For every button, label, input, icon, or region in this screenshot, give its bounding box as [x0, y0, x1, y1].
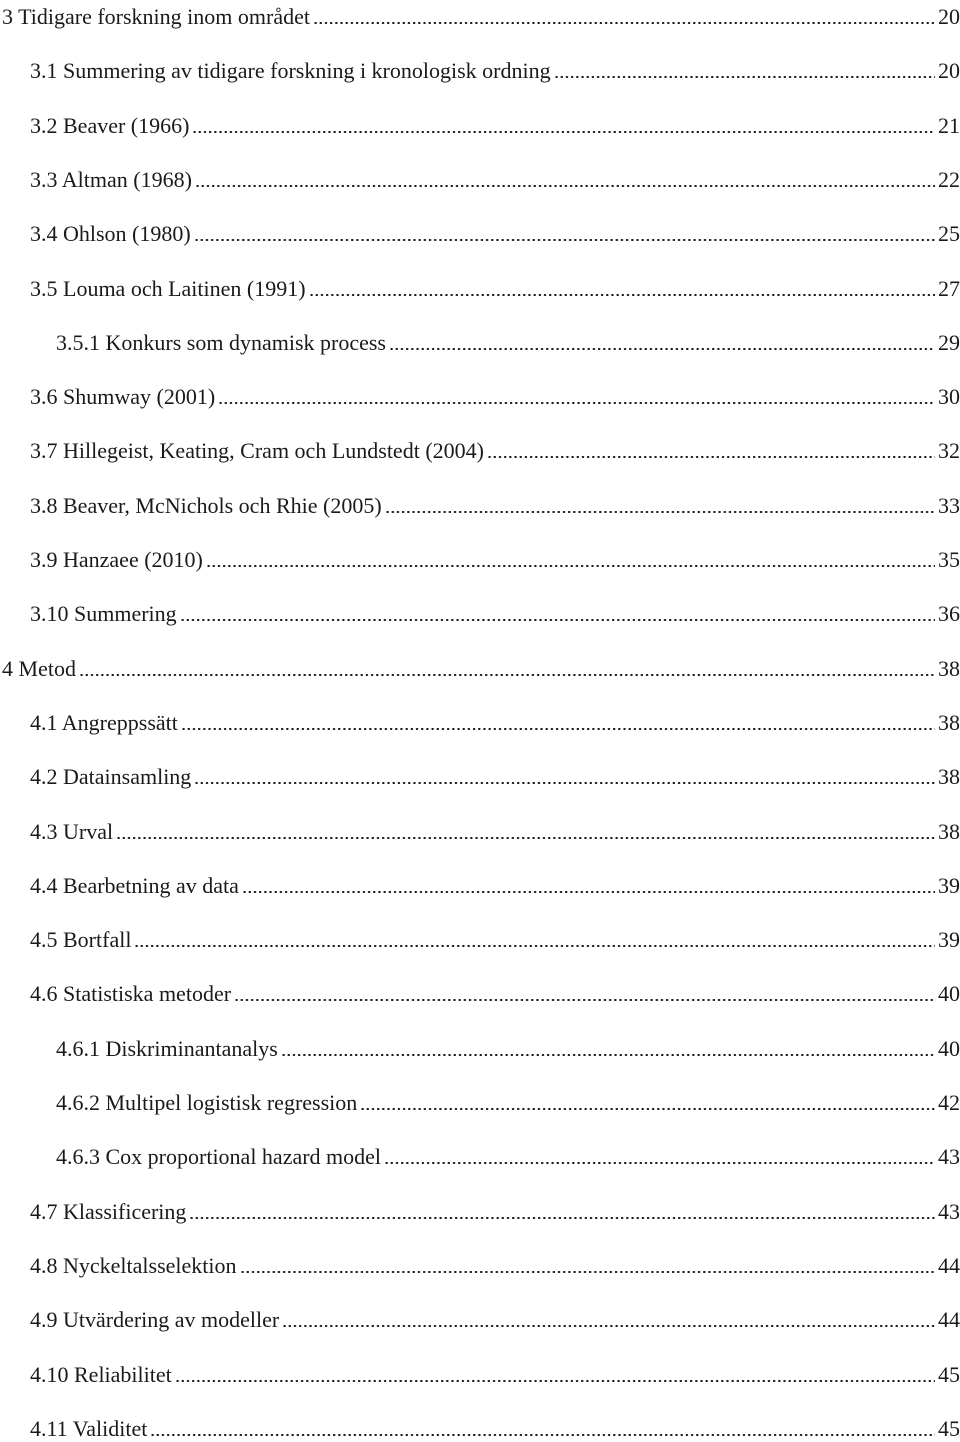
toc-entry-title[interactable]: 4.6.3 Cox proportional hazard model: [56, 1144, 382, 1170]
toc-entry-title[interactable]: 4.2 Datainsamling: [30, 764, 192, 790]
dot-leader: [181, 728, 935, 730]
toc-entry[interactable]: [56, 1032, 960, 1062]
toc-entry-title[interactable]: 3 Tidigare forskning inom området: [2, 4, 310, 29]
toc-entry-page-number[interactable]: 22: [938, 166, 960, 192]
toc-entry-title[interactable]: 4 Metod: [2, 655, 76, 681]
dot-leader: [389, 348, 935, 350]
toc-entry-title[interactable]: 4.6 Statistiska metoder: [30, 981, 232, 1007]
dot-leader: [194, 239, 935, 241]
toc-entry-title[interactable]: 4.6.1 Diskriminantanalys: [56, 1035, 278, 1061]
toc-entry-page-number[interactable]: 39: [938, 927, 960, 953]
dot-leader: [189, 1217, 935, 1219]
toc-entry-title[interactable]: 4.7 Klassificering: [30, 1198, 187, 1224]
toc-entry[interactable]: [30, 815, 960, 845]
dot-leader: [281, 1054, 935, 1056]
dot-leader: [218, 402, 935, 404]
dot-leader: [195, 185, 935, 187]
toc-entry[interactable]: [30, 1358, 960, 1388]
dot-leader: [240, 1271, 935, 1273]
toc-entry[interactable]: [30, 543, 960, 573]
toc-entry-title[interactable]: 3.4 Ohlson (1980): [30, 221, 191, 247]
dot-leader: [313, 22, 935, 24]
toc-entry[interactable]: [30, 923, 960, 953]
dot-leader: [150, 1434, 935, 1436]
toc-entry-title[interactable]: 3.5.1 Konkurs som dynamisk process: [56, 329, 386, 355]
toc-entry-page-number[interactable]: 36: [938, 601, 960, 627]
toc-entry-title[interactable]: 3.8 Beaver, McNichols och Rhie (2005): [30, 492, 382, 518]
toc-entry-title[interactable]: 3.10 Summering: [30, 601, 177, 627]
dot-leader: [242, 891, 935, 893]
toc-entry[interactable]: [30, 54, 960, 84]
toc-entry-title[interactable]: 3.7 Hillegeist, Keating, Cram och Lundstedt (2004): [30, 438, 484, 464]
toc-entry[interactable]: [30, 109, 960, 139]
toc-entry-title[interactable]: 4.6.2 Multipel logistisk regression: [56, 1090, 358, 1115]
toc-entry-page-number[interactable]: 38: [938, 655, 960, 681]
dot-leader: [206, 565, 935, 567]
dot-leader: [192, 131, 935, 133]
dot-leader: [79, 674, 935, 676]
toc-entry[interactable]: [30, 760, 960, 790]
dot-leader: [487, 456, 935, 458]
dot-leader: [134, 945, 935, 947]
dot-leader: [360, 1108, 935, 1110]
toc-entry-title[interactable]: 3.3 Altman (1968): [30, 166, 192, 192]
dot-leader: [385, 511, 935, 513]
dot-leader: [384, 1162, 935, 1164]
toc-entry-page-number[interactable]: 45: [938, 1415, 960, 1441]
toc-entry-title[interactable]: 3.1 Summering av tidigare forskning i kronologisk ordning: [30, 58, 551, 84]
toc-entry-page-number[interactable]: 29: [938, 329, 960, 355]
toc-entry-title[interactable]: 4.11 Validitet: [30, 1415, 148, 1441]
toc-entry[interactable]: [30, 489, 960, 519]
toc-entry-page-number[interactable]: 21: [938, 112, 960, 138]
toc-entry-page-number[interactable]: 39: [938, 872, 960, 898]
toc-entry-page-number[interactable]: 27: [938, 275, 960, 301]
dot-leader: [175, 1380, 935, 1382]
toc-entry[interactable]: [2, 652, 960, 682]
toc-entry-page-number[interactable]: 45: [938, 1361, 960, 1387]
toc-entry-title[interactable]: 3.2 Beaver (1966): [30, 112, 190, 138]
toc-entry[interactable]: [2, 0, 960, 30]
toc-entry-page-number[interactable]: 44: [938, 1252, 960, 1278]
toc-entry-title[interactable]: 3.5 Louma och Laitinen (1991): [30, 275, 306, 301]
toc-entry-title[interactable]: 4.3 Urval: [30, 818, 114, 844]
toc-entry[interactable]: [30, 1195, 960, 1225]
dot-leader: [194, 782, 935, 784]
toc-entry[interactable]: [30, 597, 960, 627]
toc-entry[interactable]: [30, 1303, 960, 1333]
toc-entry-page-number[interactable]: 33: [938, 492, 960, 518]
toc-entry-page-number[interactable]: 40: [938, 981, 960, 1007]
toc-entry[interactable]: [30, 977, 960, 1007]
toc-entry-page-number[interactable]: 40: [938, 1035, 960, 1061]
toc-entry-page-number[interactable]: 20: [938, 58, 960, 84]
toc-entry-title[interactable]: 4.5 Bortfall: [30, 927, 132, 953]
toc-entry-page-number[interactable]: 38: [938, 818, 960, 844]
toc-entry[interactable]: [30, 163, 960, 193]
dot-leader: [554, 76, 935, 78]
toc-entry-page-number[interactable]: 38: [938, 764, 960, 790]
toc-entry[interactable]: [56, 1140, 960, 1170]
toc-entry-page-number[interactable]: 32: [938, 438, 960, 464]
toc-entry-page-number[interactable]: 35: [938, 547, 960, 572]
toc-entry-page-number[interactable]: 42: [938, 1090, 960, 1115]
toc-entry-page-number[interactable]: 30: [938, 384, 960, 410]
toc-entry-page-number[interactable]: 43: [938, 1144, 960, 1170]
toc-entry-page-number[interactable]: 38: [938, 709, 960, 735]
toc-entry[interactable]: [30, 1412, 960, 1442]
toc-entry-title[interactable]: 3.6 Shumway (2001): [30, 384, 216, 410]
dot-leader: [116, 837, 935, 839]
toc-entry-page-number[interactable]: 20: [938, 4, 960, 29]
toc-entry-title[interactable]: 4.4 Bearbetning av data: [30, 872, 239, 898]
toc-entry[interactable]: [30, 1249, 960, 1279]
dot-leader: [309, 294, 935, 296]
toc-entry-title[interactable]: 3.9 Hanzaee (2010): [30, 547, 203, 572]
toc-entry-page-number[interactable]: 43: [938, 1198, 960, 1224]
toc-entry-title[interactable]: 4.9 Utvärdering av modeller: [30, 1307, 280, 1333]
toc-entry-title[interactable]: 4.10 Reliabilitet: [30, 1361, 172, 1387]
toc-entry[interactable]: [30, 217, 960, 247]
toc-entry[interactable]: [30, 380, 960, 410]
dot-leader: [180, 619, 935, 621]
toc-entry[interactable]: [56, 1086, 960, 1116]
toc-entry-page-number[interactable]: 44: [938, 1307, 960, 1333]
toc-entry[interactable]: [30, 272, 960, 302]
toc-entry-title[interactable]: 4.8 Nyckeltalsselektion: [30, 1252, 237, 1278]
toc-entry[interactable]: [30, 869, 960, 899]
dot-leader: [282, 1325, 935, 1327]
toc-entry-title[interactable]: 4.1 Angreppssätt: [30, 709, 178, 735]
toc-entry-page-number[interactable]: 25: [938, 221, 960, 247]
toc-entry[interactable]: [30, 434, 960, 464]
dot-leader: [234, 999, 935, 1001]
toc-entry[interactable]: [30, 706, 960, 736]
toc-entry[interactable]: [56, 326, 960, 356]
